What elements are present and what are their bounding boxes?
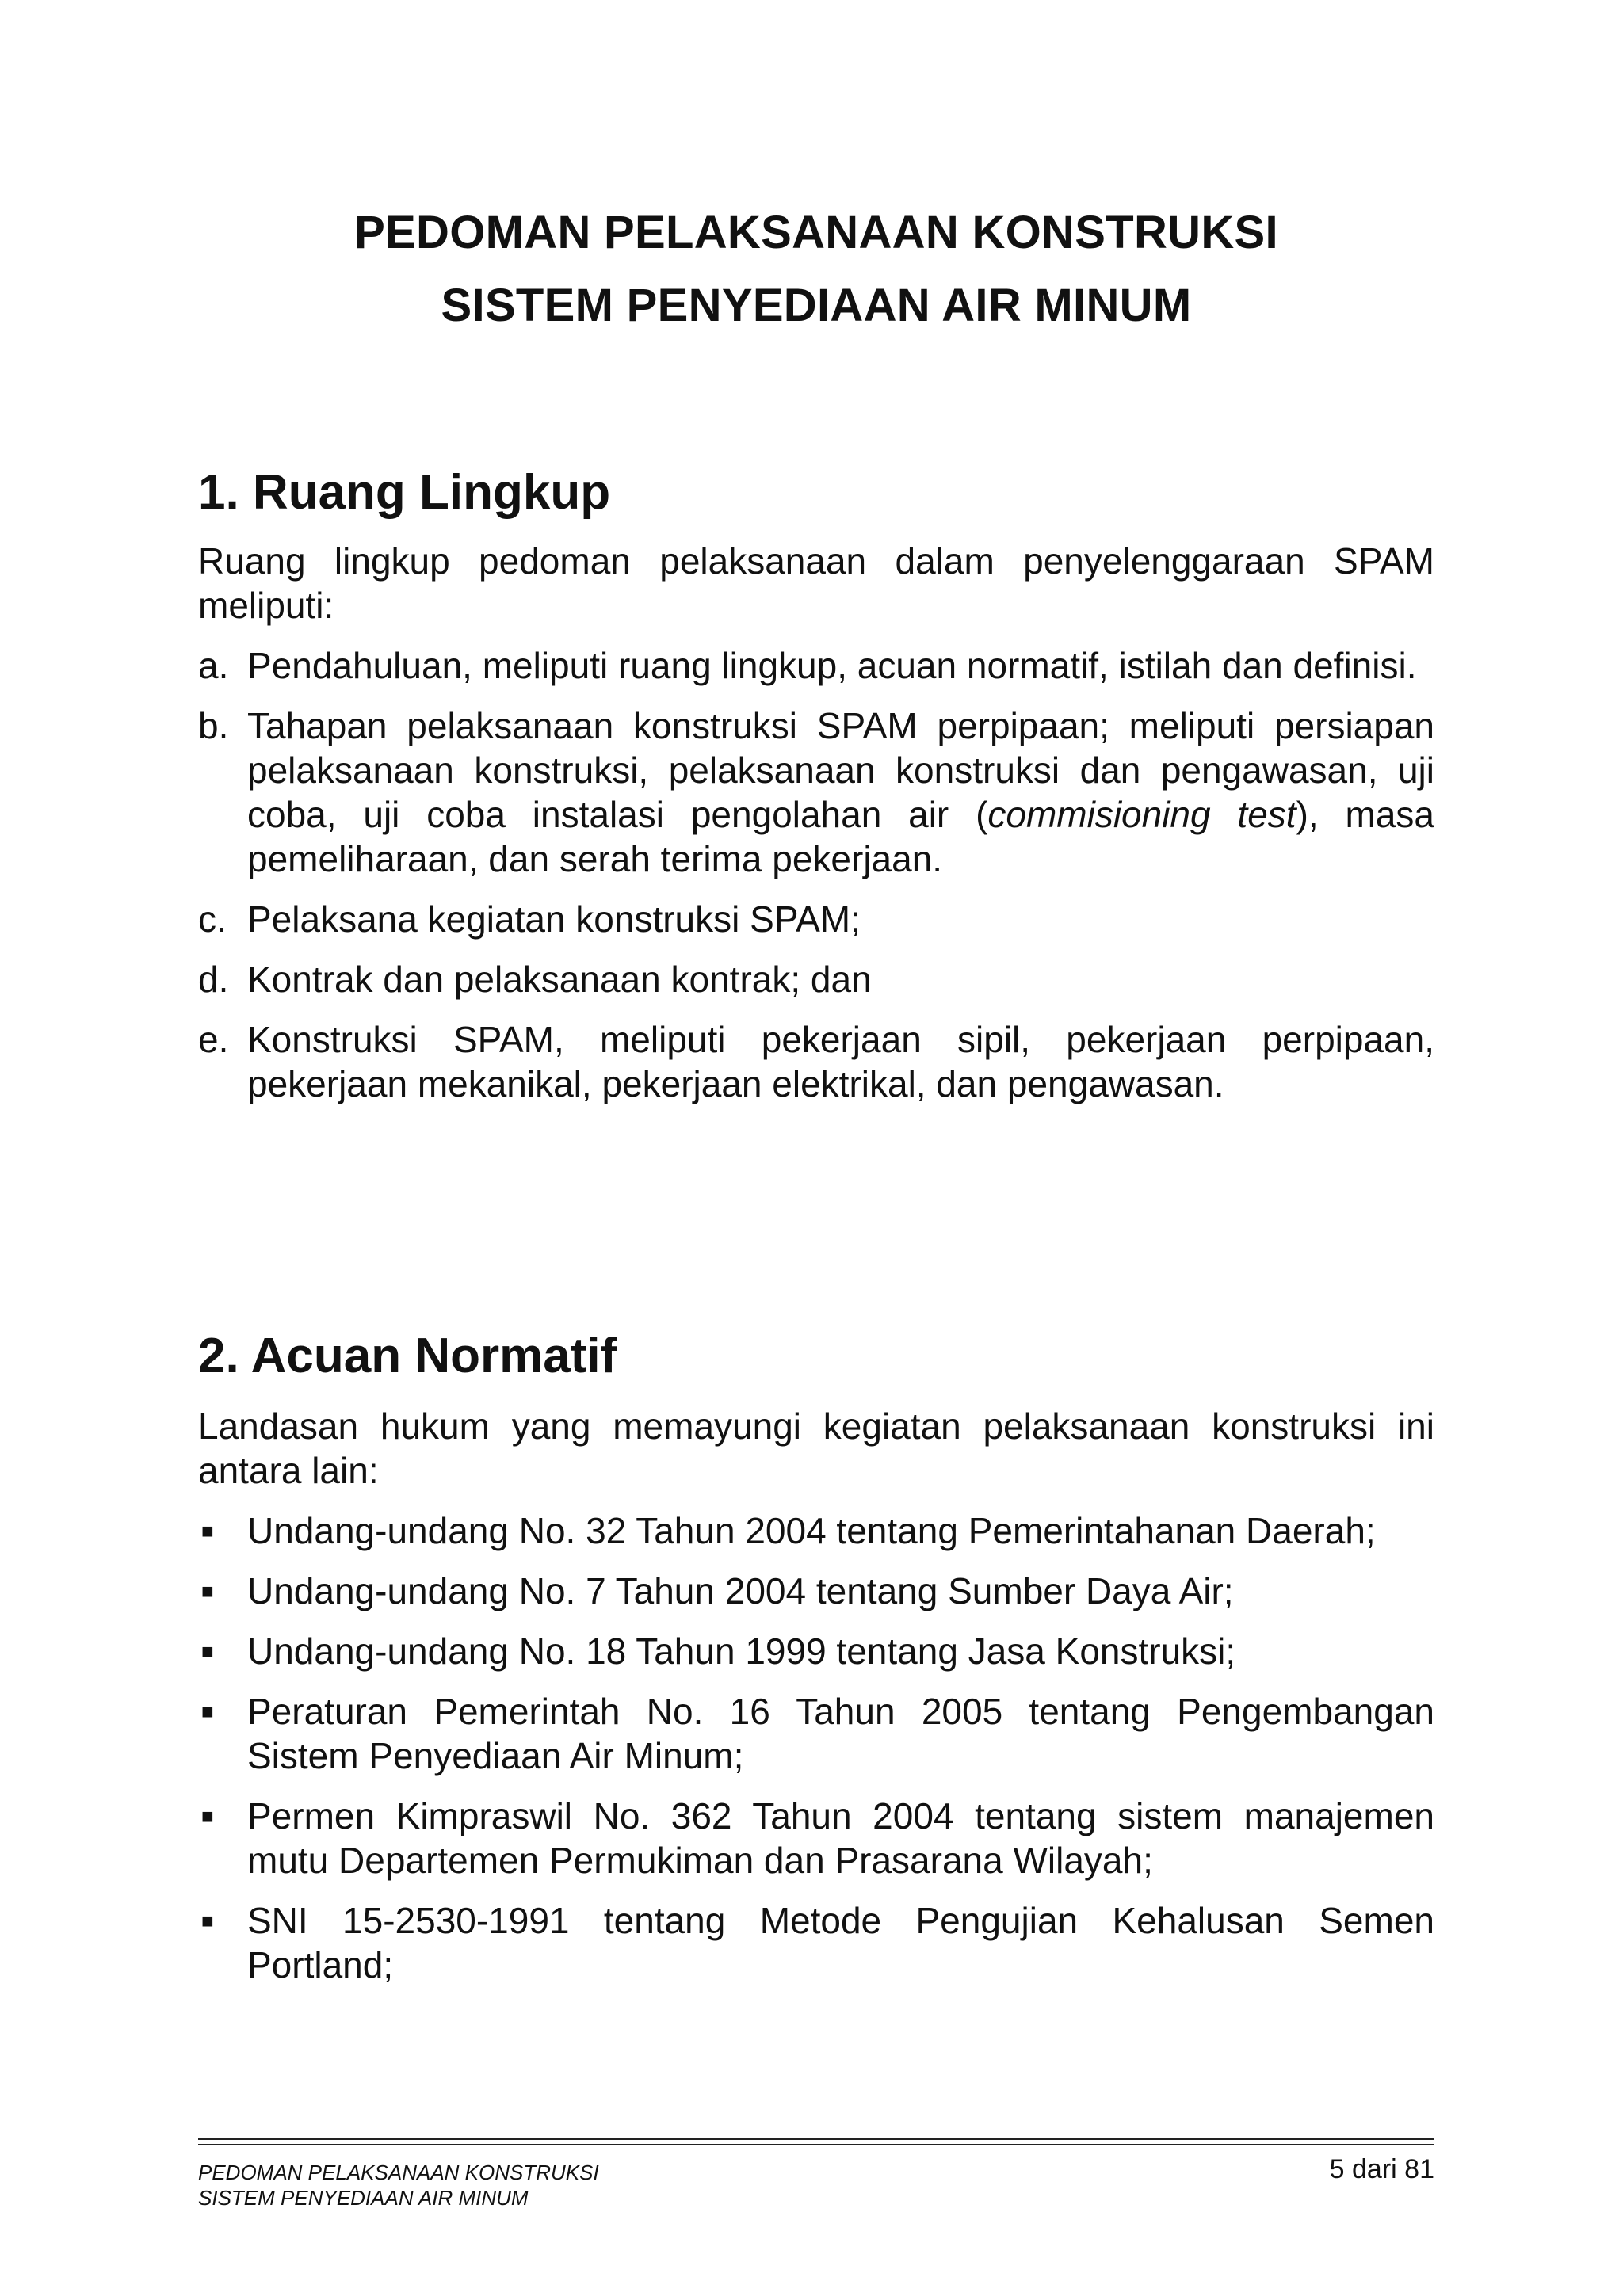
list-marker: d.	[198, 959, 229, 1000]
footer-title-line-1: PEDOMAN PELAKSANAAN KONSTRUKSI	[198, 2161, 599, 2184]
bullet-square-icon: ■	[201, 1519, 214, 1543]
list-item-text: Konstruksi SPAM, meliputi pekerjaan sipil, pekerjaan perpipaan, pekerjaan mekanikal, pekerjaan elektrikal, dan pengawasan.	[247, 1019, 1434, 1104]
list-item-text: SNI 15-2530-1991 tentang Metode Pengujian Kehalusan Semen Portland;	[247, 1900, 1434, 1985]
footer-divider-thick	[198, 2138, 1434, 2140]
list-marker: a.	[198, 645, 229, 686]
list-item	[198, 1629, 1434, 1673]
list-item	[198, 1569, 1434, 1613]
page-title	[198, 196, 1434, 342]
ruang-lingkup-list	[198, 643, 1434, 1122]
acuan-normatif-list	[198, 1508, 1434, 2003]
section-intro-ruang-lingkup: Ruang lingkup pedoman pelaksanaan dalam penyelenggaraan SPAM meliputi:	[198, 540, 1434, 626]
list-item	[198, 1794, 1434, 1882]
section-heading-ruang-lingkup: 1. Ruang Lingkup	[198, 465, 611, 520]
list-marker: c.	[198, 898, 227, 940]
list-item-text: Peraturan Pemerintah No. 16 Tahun 2005 tentang Pengembangan Sistem Penyediaan Air Minum;	[247, 1691, 1434, 1776]
section-heading-acuan-normatif: 2. Acuan Normatif	[198, 1329, 617, 1383]
list-item	[198, 1017, 1434, 1106]
list-item-text: Pendahuluan, meliputi ruang lingkup, acuan normatif, istilah dan definisi.	[247, 645, 1417, 686]
list-item-italic-term: commisioning test	[987, 794, 1296, 835]
section-intro-acuan-normatif: Landasan hukum yang memayungi kegiatan pelaksanaan konstruksi ini antara lain:	[198, 1405, 1434, 1491]
list-item-text: Undang-undang No. 7 Tahun 2004 tentang Sumber Daya Air;	[247, 1570, 1234, 1611]
page-title-line-1: PEDOMAN PELAKSANAAN KONSTRUKSI	[354, 207, 1278, 258]
bullet-square-icon: ■	[201, 1909, 214, 1932]
list-item-text-part: ), masa pemeliharaan, dan serah terima pekerjaan.	[247, 794, 1434, 879]
bullet-square-icon: ■	[201, 1699, 214, 1723]
list-item-text: Undang-undang No. 18 Tahun 1999 tentang Jasa Konstruksi;	[247, 1630, 1236, 1672]
list-item-text	[247, 705, 1434, 879]
bullet-square-icon: ■	[201, 1639, 214, 1663]
footer-title-line-2: SISTEM PENYEDIAAN AIR MINUM	[198, 2186, 529, 2210]
list-item	[198, 1508, 1434, 1553]
list-item-text: Permen Kimpraswil No. 362 Tahun 2004 tentang sistem manajemen mutu Departemen Permukiman dan Prasarana Wilayah;	[247, 1795, 1434, 1881]
list-item	[198, 643, 1434, 688]
list-item	[198, 1689, 1434, 1778]
list-item-text: Pelaksana kegiatan konstruksi SPAM;	[247, 898, 861, 940]
list-item	[198, 1898, 1434, 1987]
bullet-square-icon: ■	[201, 1804, 214, 1828]
list-item-text-part: Tahapan pelaksanaan konstruksi SPAM perpipaan; meliputi persiapan pelaksanaan konstruksi, pelaksanaan konstruksi dan pengawasan, uji coba, uji coba instalasi pengolahan air (	[247, 705, 1434, 835]
list-marker: b.	[198, 705, 229, 746]
list-item	[198, 957, 1434, 1001]
list-marker: e.	[198, 1019, 229, 1060]
footer-divider-thin	[198, 2144, 1434, 2145]
list-item-text: Kontrak dan pelaksanaan kontrak; dan	[247, 959, 872, 1000]
list-item	[198, 704, 1434, 881]
bullet-square-icon: ■	[201, 1579, 214, 1603]
list-item	[198, 897, 1434, 941]
footer-document-title	[198, 2160, 599, 2210]
list-item-text: Undang-undang No. 32 Tahun 2004 tentang Pemerintahanan Daerah;	[247, 1510, 1376, 1551]
page-title-line-2: SISTEM PENYEDIAAN AIR MINUM	[441, 280, 1192, 331]
page-number: 5 dari 81	[1329, 2154, 1434, 2184]
